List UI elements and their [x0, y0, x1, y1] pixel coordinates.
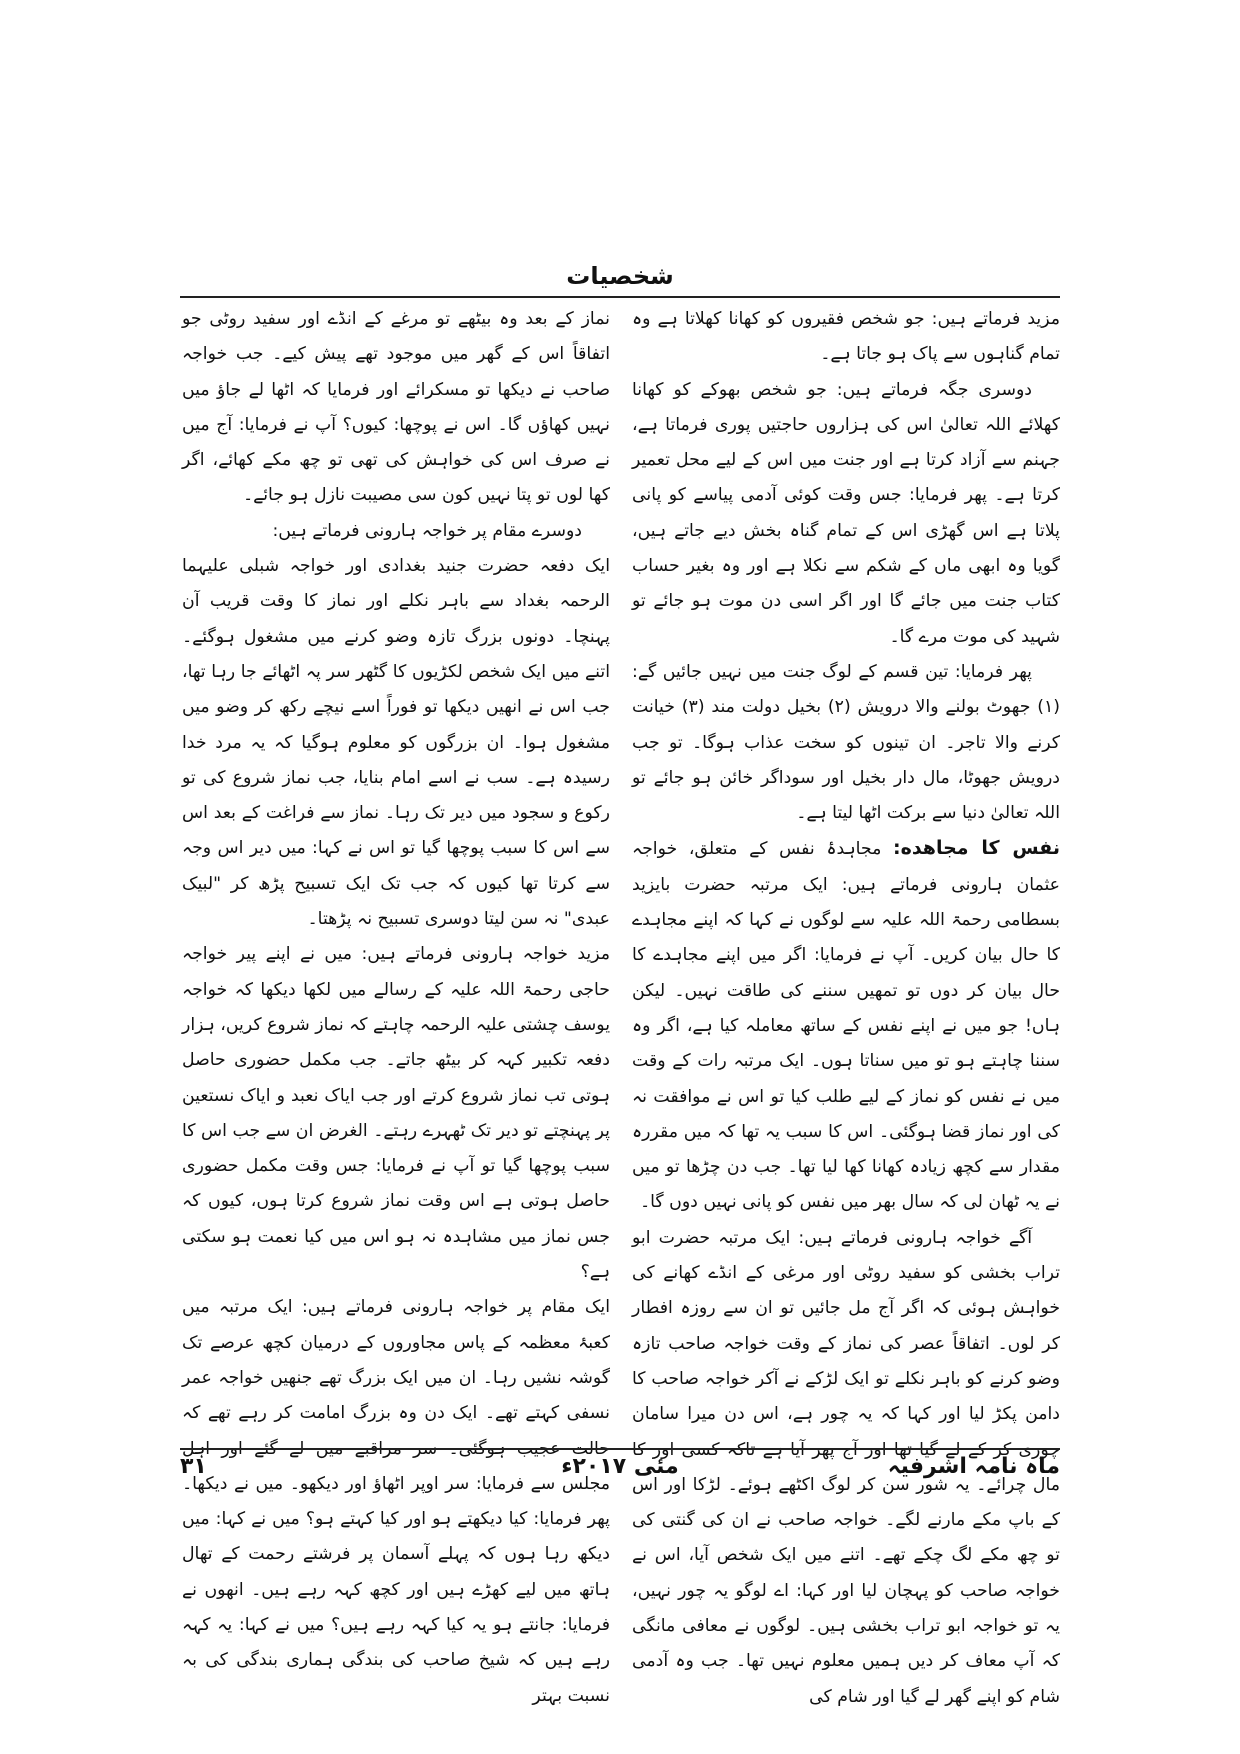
section-header-title: شخصیات [566, 262, 674, 290]
paragraph: نماز کے بعد وہ بیٹھے تو مرغے کے انڈے اور سفید روٹی جو اتفاقاً اس کے گھر میں موجود تھے پیش کیے۔ جب خواجہ صاحب نے دیکھا تو مسکرائے اور فرمایا کہ اٹھا لے جاؤ میں نہیں کھاؤں گا۔ اس نے پوچھا: کیوں؟ آپ نے فرمایا: آج میں نے صرف اس کی خواہش کی تھی تو چھ مکے کھائے، اگر کھا لوں تو پتا نہیں کون سی مصیبت نازل ہو جائے۔ [182, 309, 610, 506]
paragraph: دوسری جگہ فرماتے ہیں: جو شخص بھوکے کو کھانا کھلائے اللہ تعالیٰ اس کی ہزاروں حاجتیں پوری فرماتا ہے، جہنم سے آزاد کرتا ہے اور جنت میں اس کے لیے محل تعمیر کرتا ہے۔ پھر فرمایا: جس وقت کوئی آدمی پیاسے کو پانی پلاتا ہے اس گھڑی اس کے تمام گناہ بخش دیے جاتے ہیں، گویا وہ ابھی ماں کے شکم سے نکلا ہے اور وہ بغیر حساب کتاب جنت میں جائے گا اور اگر اسی دن موت ہو جائے تو شہید کی موت مرے گا۔ [632, 379, 1060, 647]
paragraph: دوسرے مقام پر خواجہ ہارونی فرماتے ہیں: [272, 520, 582, 541]
header-divider [180, 296, 1060, 298]
paragraph-with-subheading [632, 831, 1060, 1220]
paragraph: ایک مقام پر خواجہ ہارونی فرماتے ہیں: ایک مرتبہ میں کعبۂ معظمہ کے پاس مجاوروں کے درمیان کچھ عرصے تک گوشہ نشیں رہا۔ ان میں ایک بزرگ تھے جنھیں خواجہ عمر نسفی کہتے تھے۔ ایک دن وہ بزرگ امامت کر رہے تھے کہ حالت عجیب ہوگئی۔ سر مراقبے میں لے گئے اور اہل مجلس سے فرمایا: سر اوپر اٹھاؤ اور دیکھو۔ میں نے دیکھا۔ پھر فرمایا: کیا دیکھتے ہو اور کیا کہتے ہو؟ میں نے کہا: میں دیکھ رہا ہوں کہ پہلے آسمان پر فرشتے رحمت کے تھال ہاتھ میں لیے کھڑے ہیں اور کچھ کہہ رہے ہیں۔ انھوں نے فرمایا: جانتے ہو یہ کیا کہہ رہے ہیں؟ میں نے کہا: یہ کہہ رہے ہیں کہ شیخ صاحب کی بندگی ہماری بندگی کی بہ نسبت بہتر [182, 1297, 610, 1706]
paragraph: پھر فرمایا: تین قسم کے لوگ جنت میں نہیں جائیں گے: (۱) جھوٹ بولنے والا درویش (۲) بخیل دولت مند (۳) خیانت کرنے والا تاجر۔ ان تینوں کو سخت عذاب ہوگا۔ تو جب درویش جھوٹا، مال دار بخیل اور سوداگر خائن ہو جائے تو اللہ تعالیٰ دنیا سے برکت اٹھا لیتا ہے۔ [632, 661, 1060, 824]
paragraph: ایک دفعہ حضرت جنید بغدادی اور خواجہ شبلی علیہما الرحمہ بغداد سے باہر نکلے اور نماز کا وقت قریب آن پہنچا۔ دونوں بزرگ تازہ وضو کرنے میں مشغول ہوگئے۔ اتنے میں ایک شخص لکڑیوں کا گٹھر سر پہ اٹھائے جا رہا تھا، جب اس نے انھیں دیکھا تو فوراً اسے نیچے رکھ کر وضو میں مشغول ہوا۔ ان بزرگوں کو معلوم ہوگیا کہ یہ مرد خدا رسیدہ ہے۔ سب نے اسے امام بنایا، جب نماز شروع کی تو رکوع و سجود میں دیر تک رہا۔ نماز سے فراغت کے بعد اس سے اس کا سبب پوچھا گیا تو اس نے کہا: میں دیر اس وجہ سے کرتا تھا کیوں کہ جب تک ایک تسبیح پڑھ کر "لبیک عبدی" نہ سن لیتا دوسری تسبیح نہ پڑھتا۔ [182, 556, 610, 930]
footer-page-number: ۳۱ [180, 1454, 207, 1479]
subheading-text: مجاہدۂ نفس کے متعلق، خواجہ عثمان ہارونی فرماتے ہیں: ایک مرتبہ حضرت بایزید بسطامی رحمۃ اللہ علیہ سے لوگوں نے کہا کہ اپنے مجاہدے کا حال بیان کریں۔ آپ نے فرمایا: اگر میں اپنے مجاہدے کا حال بیان کر دوں تو تمھیں سننے کی طاقت نہیں۔ لیکن ہاں! جو میں نے اپنے نفس کے ساتھ معاملہ کیا ہے، اگر وہ سننا چاہتے ہو تو میں سناتا ہوں۔ ایک مرتبہ رات کے وقت میں نے نفس کو نماز کے لیے طلب کیا تو اس نے موافقت نہ کی اور نماز قضا ہوگئی۔ اس کا سبب یہ تھا کہ میں مقررہ مقدار سے کچھ زیادہ کھانا کھا لیا تھا۔ جب دن چڑھا تو میں نے یہ ٹھان لی کہ سال بھر میں نفس کو پانی نہیں دوں گا۔ [632, 839, 1060, 1213]
footer-magazine-name: ماہ نامہ اشرفیہ [887, 1454, 1060, 1479]
paragraph: آگے خواجہ ہارونی فرماتے ہیں: ایک مرتبہ حضرت ابو تراب بخشی کو سفید روٹی اور مرغی کے انڈے کھانے کی خواہش ہوئی کہ اگر آج مل جائیں تو ان سے روزہ افطار کر لوں۔ اتفاقاً عصر کی نماز کے وقت خواجہ صاحب تازہ وضو کرنے کو باہر نکلے تو ایک لڑکے نے آکر خواجہ صاحب کا دامن پکڑ لیا اور کہا کہ یہ چور ہے، اس دن میرا سامان چوری کر کے لے گیا تھا اور آج پھر آیا ہے تاکہ کسی اور کا مال چرائے۔ یہ شور سن کر لوگ اکٹھے ہوئے۔ لڑکا اور اس کے باپ مکے مارنے لگے۔ خواجہ صاحب نے ان کی گنتی کی تو چھ مکے لگ چکے تھے۔ اتنے میں ایک شخص آیا، اس نے خواجہ صاحب کو پہچان لیا اور کہا: اے لوگو یہ چور نہیں، یہ تو خواجہ ابو تراب بخشی ہیں۔ لوگوں نے معافی مانگی کہ آپ معاف کر دیں ہمیں معلوم نہیں تھا۔ جب وہ آدمی شام کو اپنے گھر لے گیا اور شام کی [632, 1227, 1060, 1707]
paragraph: مزید فرماتے ہیں: جو شخص فقیروں کو کھانا کھلاتا ہے وہ تمام گناہوں سے پاک ہو جاتا ہے۔ [632, 309, 1060, 365]
subheading: نفس کا مجاهده: [893, 837, 1060, 860]
paragraph: مزید خواجہ ہارونی فرماتے ہیں: میں نے اپنے پیر خواجہ حاجی رحمۃ اللہ علیہ کے رسالے میں لکھا دیکھا کہ خواجہ یوسف چشتی علیہ الرحمہ چاہتے کہ نماز شروع کریں، ہزار دفعہ تکبیر کہہ کر بیٹھ جاتے۔ جب مکمل حضوری حاصل ہوتی تب نماز شروع کرتے اور جب ایاک نعبد و ایاک نستعین پر پہنچتے تو دیر تک ٹھہرے رہتے۔ الغرض ان سے جب اس کا سبب پوچھا گیا تو آپ نے فرمایا: جس وقت مکمل حضوری حاصل ہوتی ہے اس وقت نماز شروع کرتا ہوں، کیوں کہ جس نماز میں مشاہدہ نہ ہو اس میں کیا نعمت ہو سکتی ہے؟ [182, 944, 610, 1283]
footer-issue-date: مئی ۲۰۱۷ء [561, 1454, 679, 1479]
footer-divider [180, 1448, 1060, 1450]
